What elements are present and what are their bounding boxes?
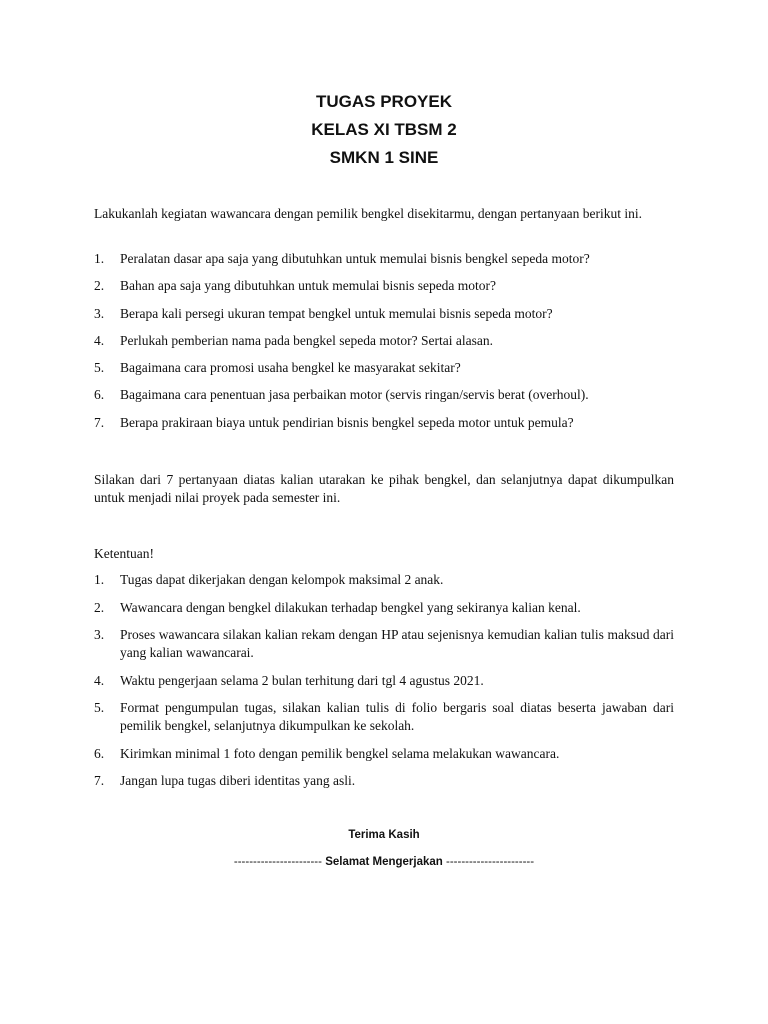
- rule-item: [94, 672, 674, 690]
- question-number: 1.: [94, 251, 105, 266]
- rule-item: [94, 599, 674, 617]
- question-number: 3.: [94, 305, 105, 321]
- question-number: 2.: [94, 278, 105, 294]
- rules-heading: Ketentuan!: [94, 546, 154, 561]
- question-item: [94, 332, 674, 350]
- document-title: TUGAS PROYEK: [315, 92, 453, 111]
- rule-number: 1.: [94, 572, 105, 587]
- rule-text: Proses wawancara silakan kalian rekam dengan HP atau sejenisnya kemudian kalian tulis maksud dari yang kalian wawancarai.: [120, 627, 674, 660]
- question-item: [94, 277, 674, 295]
- rule-item: [94, 699, 674, 735]
- question-item: [94, 359, 674, 377]
- rule-item: [94, 571, 674, 589]
- rule-item: [94, 626, 674, 662]
- rule-text: Tugas dapat dikerjakan dengan kelompok maksimal 2 anak.: [120, 572, 444, 587]
- rules-list: [94, 571, 674, 800]
- footer-line: [0, 856, 768, 868]
- question-item: [94, 386, 674, 404]
- school-name: SMKN 1 SINE: [329, 148, 439, 167]
- question-text: Berapa prakiraan biaya untuk pendirian bisnis bengkel sepeda motor untuk pemula?: [120, 414, 574, 430]
- intro-paragraph: Lakukanlah kegiatan wawancara dengan pemilik bengkel disekitarmu, dengan pertanyaan berikut ini.: [94, 206, 643, 221]
- footer-dashes-right: -----------------------: [446, 856, 535, 868]
- rule-text: Wawancara dengan bengkel dilakukan terhadap bengkel yang sekiranya kalian kenal.: [120, 599, 581, 615]
- rule-item: [94, 745, 674, 763]
- question-number: 5.: [94, 360, 105, 376]
- rule-number: 3.: [94, 627, 105, 642]
- class-name: KELAS XI TBSM 2: [311, 120, 457, 139]
- document-header: [0, 88, 768, 172]
- rule-item: [94, 772, 674, 790]
- footer-text: Selamat Mengerjakan: [325, 856, 443, 868]
- rule-number: 7.: [94, 773, 105, 788]
- rule-number: 2.: [94, 599, 105, 615]
- question-text: Perlukah pemberian nama pada bengkel sepeda motor? Sertai alasan.: [120, 332, 493, 348]
- question-text: Bagaimana cara promosi usaha bengkel ke masyarakat sekitar?: [120, 360, 461, 376]
- closing-paragraph: Silakan dari 7 pertanyaan diatas kalian utarakan ke pihak bengkel, dan selanjutnya dapat dikumpulkan untuk menjadi nilai proyek pada semester ini.: [94, 472, 674, 505]
- question-number: 6.: [94, 387, 105, 403]
- question-number: 7.: [94, 414, 105, 430]
- question-item: [94, 305, 674, 323]
- rule-text: Format pengumpulan tugas, silakan kalian tulis di folio bergaris soal diatas beserta jawaban dari pemilik bengkel, selanjutnya dikumpulkan ke sekolah.: [120, 700, 674, 733]
- rule-number: 4.: [94, 672, 105, 688]
- footer-dashes-left: -----------------------: [233, 856, 322, 868]
- question-item: [94, 250, 674, 268]
- question-list: [94, 250, 674, 441]
- question-text: Bagaimana cara penentuan jasa perbaikan motor (servis ringan/servis berat (overhoul).: [120, 387, 589, 403]
- rule-text: Kirimkan minimal 1 foto dengan pemilik bengkel selama melakukan wawancara.: [120, 745, 560, 761]
- rule-number: 6.: [94, 745, 105, 761]
- thanks-text: Terima Kasih: [348, 829, 420, 841]
- question-text: Peralatan dasar apa saja yang dibutuhkan untuk memulai bisnis bengkel sepeda motor?: [120, 251, 590, 266]
- rule-text: Waktu pengerjaan selama 2 bulan terhitung dari tgl 4 agustus 2021.: [120, 672, 484, 688]
- rule-text: Jangan lupa tugas diberi identitas yang asli.: [120, 773, 356, 788]
- question-text: Bahan apa saja yang dibutuhkan untuk memulai bisnis sepeda motor?: [120, 278, 497, 294]
- rule-number: 5.: [94, 700, 105, 715]
- question-item: [94, 414, 674, 432]
- question-number: 4.: [94, 332, 105, 348]
- question-text: Berapa kali persegi ukuran tempat bengkel untuk memulai bisnis sepeda motor?: [120, 305, 553, 321]
